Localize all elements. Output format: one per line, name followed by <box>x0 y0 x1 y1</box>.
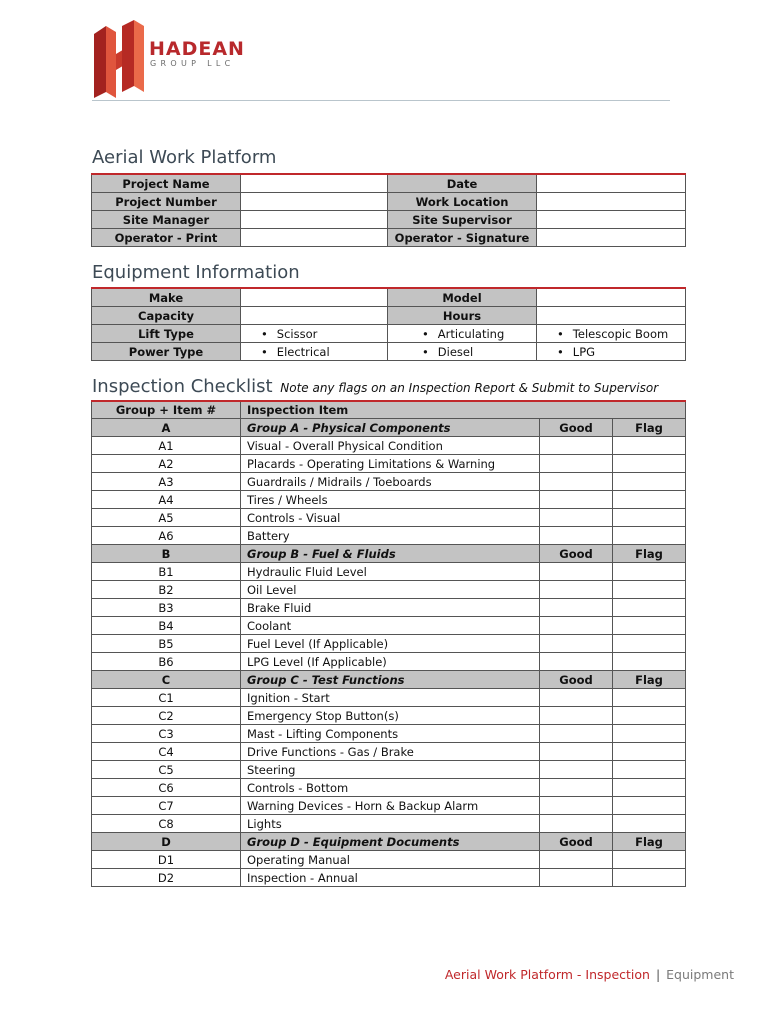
flag-checkbox-cell[interactable] <box>613 815 686 833</box>
group-code: B <box>92 545 241 563</box>
operator-signature-label: Operator - Signature <box>388 229 537 247</box>
item-code: C6 <box>92 779 241 797</box>
item-description: Controls - Bottom <box>241 779 540 797</box>
table-row <box>92 325 686 343</box>
item-description: Drive Functions - Gas / Brake <box>241 743 540 761</box>
site-supervisor-label: Site Supervisor <box>388 211 537 229</box>
item-code: B6 <box>92 653 241 671</box>
flag-checkbox-cell[interactable] <box>613 563 686 581</box>
lift-option-articulating[interactable]: • Articulating <box>388 325 537 343</box>
power-option-electrical[interactable]: • Electrical <box>241 343 388 361</box>
operator-print-field[interactable] <box>241 229 388 247</box>
lift-option-scissor[interactable]: • Scissor <box>241 325 388 343</box>
checklist-header-row <box>92 401 686 419</box>
checklist-note: Note any flags on an Inspection Report & Submit to Supervisor <box>280 381 659 395</box>
item-description: Visual - Overall Physical Condition <box>241 437 540 455</box>
group-header-row <box>92 419 686 437</box>
item-code: A5 <box>92 509 241 527</box>
good-checkbox-cell[interactable] <box>540 491 613 509</box>
good-checkbox-cell[interactable] <box>540 797 613 815</box>
item-description: LPG Level (If Applicable) <box>241 653 540 671</box>
item-code: C7 <box>92 797 241 815</box>
item-description: Hydraulic Fluid Level <box>241 563 540 581</box>
lift-type-label: Lift Type <box>92 325 241 343</box>
flag-checkbox-cell[interactable] <box>613 707 686 725</box>
flag-checkbox-cell[interactable] <box>613 581 686 599</box>
item-code: C3 <box>92 725 241 743</box>
table-row <box>92 174 686 193</box>
flag-checkbox-cell[interactable] <box>613 437 686 455</box>
good-checkbox-cell[interactable] <box>540 815 613 833</box>
checklist-item-row <box>92 689 686 707</box>
lift-option-telescopic-boom[interactable]: • Telescopic Boom <box>537 325 686 343</box>
power-option-diesel[interactable]: • Diesel <box>388 343 537 361</box>
group-header-row <box>92 671 686 689</box>
item-code: A2 <box>92 455 241 473</box>
flag-checkbox-cell[interactable] <box>613 797 686 815</box>
flag-checkbox-cell[interactable] <box>613 869 686 887</box>
checklist-item-row <box>92 635 686 653</box>
group-code: C <box>92 671 241 689</box>
good-column-header: Good <box>540 419 613 437</box>
work-location-field[interactable] <box>537 193 686 211</box>
col-item-header: Inspection Item <box>241 401 686 419</box>
item-description: Fuel Level (If Applicable) <box>241 635 540 653</box>
power-option-lpg[interactable]: • LPG <box>537 343 686 361</box>
good-checkbox-cell[interactable] <box>540 743 613 761</box>
project-name-field[interactable] <box>241 174 388 193</box>
table-row <box>92 343 686 361</box>
item-code: D2 <box>92 869 241 887</box>
group-title: Group C - Test Functions <box>241 671 540 689</box>
flag-checkbox-cell[interactable] <box>613 491 686 509</box>
hours-label: Hours <box>388 307 537 325</box>
project-number-label: Project Number <box>92 193 241 211</box>
item-description: Ignition - Start <box>241 689 540 707</box>
group-title: Group B - Fuel & Fluids <box>241 545 540 563</box>
item-description: Coolant <box>241 617 540 635</box>
capacity-field[interactable] <box>241 307 388 325</box>
good-checkbox-cell[interactable] <box>540 437 613 455</box>
item-code: B5 <box>92 635 241 653</box>
checklist-item-row <box>92 473 686 491</box>
item-description: Lights <box>241 815 540 833</box>
logo-subtitle: GROUP LLC <box>150 59 235 68</box>
make-label: Make <box>92 288 241 307</box>
checklist-item-row <box>92 527 686 545</box>
page-title: Aerial Work Platform <box>92 147 277 168</box>
item-description: Inspection - Annual <box>241 869 540 887</box>
date-label: Date <box>388 174 537 193</box>
good-checkbox-cell[interactable] <box>540 509 613 527</box>
good-checkbox-cell[interactable] <box>540 779 613 797</box>
item-code: C8 <box>92 815 241 833</box>
equipment-heading: Equipment Information <box>92 262 300 283</box>
project-info-table <box>91 173 686 247</box>
good-checkbox-cell[interactable] <box>540 707 613 725</box>
item-description: Warning Devices - Horn & Backup Alarm <box>241 797 540 815</box>
table-row <box>92 229 686 247</box>
flag-checkbox-cell[interactable] <box>613 851 686 869</box>
item-code: A4 <box>92 491 241 509</box>
col-group-header: Group + Item # <box>92 401 241 419</box>
site-manager-field[interactable] <box>241 211 388 229</box>
footer-separator: | <box>655 967 661 982</box>
checklist-item-row <box>92 437 686 455</box>
make-field[interactable] <box>241 288 388 307</box>
company-logo <box>92 20 252 98</box>
item-code: B1 <box>92 563 241 581</box>
checklist-item-row <box>92 797 686 815</box>
item-description: Operating Manual <box>241 851 540 869</box>
footer-category: Equipment <box>666 967 734 982</box>
checklist-item-row <box>92 815 686 833</box>
item-description: Mast - Lifting Components <box>241 725 540 743</box>
item-code: C5 <box>92 761 241 779</box>
item-code: B3 <box>92 599 241 617</box>
item-description: Controls - Visual <box>241 509 540 527</box>
item-code: A3 <box>92 473 241 491</box>
item-description: Emergency Stop Button(s) <box>241 707 540 725</box>
equipment-table <box>91 287 686 361</box>
flag-checkbox-cell[interactable] <box>613 527 686 545</box>
good-checkbox-cell[interactable] <box>540 725 613 743</box>
group-code: A <box>92 419 241 437</box>
group-title: Group A - Physical Components <box>241 419 540 437</box>
checklist-item-row <box>92 869 686 887</box>
checklist-item-row <box>92 725 686 743</box>
logo-name: HADEAN <box>149 38 245 60</box>
checklist-title: Inspection Checklist <box>92 376 273 397</box>
flag-checkbox-cell[interactable] <box>613 689 686 707</box>
footer-title: Aerial Work Platform - Inspection <box>444 967 650 982</box>
item-code: B4 <box>92 617 241 635</box>
item-description: Placards - Operating Limitations & Warning <box>241 455 540 473</box>
good-checkbox-cell[interactable] <box>540 617 613 635</box>
table-row <box>92 211 686 229</box>
table-row <box>92 288 686 307</box>
good-checkbox-cell[interactable] <box>540 455 613 473</box>
good-checkbox-cell[interactable] <box>540 581 613 599</box>
flag-column-header: Flag <box>613 545 686 563</box>
checklist-item-row <box>92 653 686 671</box>
group-header-row <box>92 545 686 563</box>
flag-checkbox-cell[interactable] <box>613 725 686 743</box>
item-description: Guardrails / Midrails / Toeboards <box>241 473 540 491</box>
item-code: C4 <box>92 743 241 761</box>
good-column-header: Good <box>540 833 613 851</box>
checklist-item-row <box>92 509 686 527</box>
good-checkbox-cell[interactable] <box>540 689 613 707</box>
operator-signature-field[interactable] <box>537 229 686 247</box>
item-description: Battery <box>241 527 540 545</box>
good-checkbox-cell[interactable] <box>540 635 613 653</box>
model-label: Model <box>388 288 537 307</box>
item-description: Steering <box>241 761 540 779</box>
project-name-label: Project Name <box>92 174 241 193</box>
flag-checkbox-cell[interactable] <box>613 653 686 671</box>
group-title: Group D - Equipment Documents <box>241 833 540 851</box>
flag-checkbox-cell[interactable] <box>613 473 686 491</box>
date-field[interactable] <box>537 174 686 193</box>
item-code: D1 <box>92 851 241 869</box>
item-description: Brake Fluid <box>241 599 540 617</box>
good-checkbox-cell[interactable] <box>540 527 613 545</box>
good-checkbox-cell[interactable] <box>540 563 613 581</box>
power-type-label: Power Type <box>92 343 241 361</box>
checklist-item-row <box>92 617 686 635</box>
flag-checkbox-cell[interactable] <box>613 617 686 635</box>
flag-checkbox-cell[interactable] <box>613 635 686 653</box>
checklist-item-row <box>92 851 686 869</box>
good-column-header: Good <box>540 671 613 689</box>
checklist-item-row <box>92 563 686 581</box>
good-checkbox-cell[interactable] <box>540 599 613 617</box>
flag-checkbox-cell[interactable] <box>613 599 686 617</box>
good-checkbox-cell[interactable] <box>540 869 613 887</box>
item-code: A1 <box>92 437 241 455</box>
item-code: B2 <box>92 581 241 599</box>
checklist-item-row <box>92 455 686 473</box>
good-checkbox-cell[interactable] <box>540 851 613 869</box>
table-row <box>92 307 686 325</box>
checklist-item-row <box>92 779 686 797</box>
item-code: C2 <box>92 707 241 725</box>
table-row <box>92 193 686 211</box>
project-number-field[interactable] <box>241 193 388 211</box>
item-description: Oil Level <box>241 581 540 599</box>
good-column-header: Good <box>540 545 613 563</box>
checklist-heading <box>92 376 658 399</box>
group-code: D <box>92 833 241 851</box>
item-description: Tires / Wheels <box>241 491 540 509</box>
good-checkbox-cell[interactable] <box>540 473 613 491</box>
hours-field[interactable] <box>537 307 686 325</box>
flag-column-header: Flag <box>613 833 686 851</box>
group-header-row <box>92 833 686 851</box>
item-code: C1 <box>92 689 241 707</box>
model-field[interactable] <box>537 288 686 307</box>
hadean-logo-icon <box>92 20 148 98</box>
checklist-item-row <box>92 707 686 725</box>
site-supervisor-field[interactable] <box>537 211 686 229</box>
site-manager-label: Site Manager <box>92 211 241 229</box>
capacity-label: Capacity <box>92 307 241 325</box>
flag-column-header: Flag <box>613 419 686 437</box>
checklist-item-row <box>92 743 686 761</box>
checklist-item-row <box>92 581 686 599</box>
flag-checkbox-cell[interactable] <box>613 779 686 797</box>
flag-checkbox-cell[interactable] <box>613 743 686 761</box>
flag-checkbox-cell[interactable] <box>613 509 686 527</box>
operator-print-label: Operator - Print <box>92 229 241 247</box>
checklist-item-row <box>92 491 686 509</box>
flag-checkbox-cell[interactable] <box>613 761 686 779</box>
flag-column-header: Flag <box>613 671 686 689</box>
work-location-label: Work Location <box>388 193 537 211</box>
checklist-item-row <box>92 599 686 617</box>
item-code: A6 <box>92 527 241 545</box>
good-checkbox-cell[interactable] <box>540 761 613 779</box>
good-checkbox-cell[interactable] <box>540 653 613 671</box>
checklist-item-row <box>92 761 686 779</box>
page-footer <box>445 967 734 982</box>
flag-checkbox-cell[interactable] <box>613 455 686 473</box>
inspection-checklist-table <box>91 400 686 887</box>
header-divider <box>92 100 670 101</box>
